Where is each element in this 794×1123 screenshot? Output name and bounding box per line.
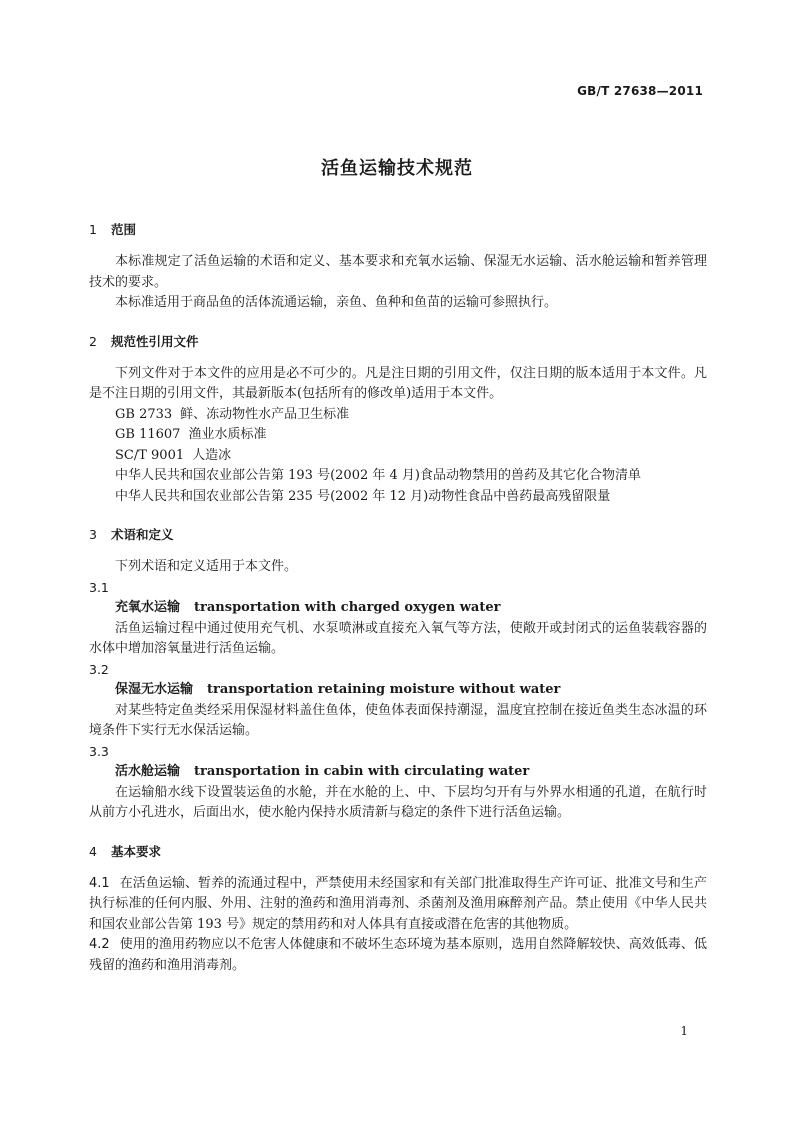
term-number: 3.2 — [89, 661, 109, 677]
clause — [89, 935, 707, 976]
section-1-heading — [89, 220, 707, 240]
section-3-heading — [89, 525, 707, 545]
term-heading — [89, 762, 707, 783]
term-name-en: transportation in cabin with circulating water — [194, 764, 530, 779]
term-definition: 活鱼运输过程中通过使用充气机、水泵喷淋或直接充入氧气等方法，使敞开或封闭式的运鱼装载容器的水体中增加溶氧量进行活鱼运输。 — [89, 620, 707, 656]
reference-name: 人造冰 — [192, 447, 232, 463]
section-title: 术语和定义 — [111, 527, 174, 542]
section-4-heading — [89, 842, 707, 862]
reference-name: 中华人民共和国农业部公告第 235 号(2002 年 12 月)动物性食品中兽药最高残留限量 — [115, 488, 611, 504]
reference-name: 中华人民共和国农业部公告第 193 号(2002 年 4 月)食品动物禁用的兽药及其它化合物清单 — [115, 468, 641, 483]
section-title: 范围 — [111, 222, 137, 237]
reference-code: SC/T 9001 — [115, 447, 185, 463]
section-number: 2 — [89, 333, 97, 349]
document-title: 活鱼运输技术规范 — [321, 158, 473, 179]
term-heading — [89, 680, 707, 701]
reference-code: GB 11607 — [115, 427, 181, 442]
reference-item — [89, 425, 707, 446]
term-heading — [89, 598, 707, 619]
standard-code: GB/T 27638—2011 — [577, 84, 703, 98]
term-name-en: transportation with charged oxygen water — [194, 600, 501, 615]
term-name-zh: 保湿无水运输 — [115, 682, 194, 697]
paragraph: 本标准规定了活鱼运输的术语和定义、基本要求和充氧水运输、保湿无水运输、活水舱运输和暂养管理技术的要求。 — [89, 254, 707, 290]
clause-number: 4.2 — [89, 937, 110, 952]
clause-text: 使用的渔用药物应以不危害人体健康和不破坏生态环境为基本原则，选用自然降解较快、高效低毒、低残留的渔药和渔用消毒剂。 — [89, 937, 707, 973]
section-title: 规范性引用文件 — [111, 333, 199, 349]
reference-code: GB 2733 — [115, 406, 173, 422]
page-number: 1 — [680, 1024, 688, 1038]
section-number: 1 — [89, 222, 97, 237]
clause — [89, 874, 707, 936]
paragraph: 下列文件对于本文件的应用是必不可少的。凡是注日期的引用文件，仅注日期的版本适用于本文件。凡是不注日期的引用文件，其最新版本(包括所有的修改单)适用于本文件。 — [89, 365, 707, 401]
term-name-zh: 充氧水运输 — [115, 600, 181, 615]
paragraph: 下列术语和定义适用于本文件。 — [115, 559, 298, 574]
term-definition: 在运输船水线下设置装运鱼的水舱，并在水舱的上、中、下层均匀开有与外界水相通的孔道，在航行时从前方小孔进水，后面出水，使水舱内保持水质清新与稳定的条件下进行活鱼运输。 — [89, 784, 707, 820]
clause-number: 4.1 — [89, 875, 110, 891]
reference-item — [89, 446, 707, 467]
term-name-zh: 活水舱运输 — [115, 764, 181, 779]
term-definition: 对某些特定鱼类经采用保湿材料盖住鱼体，使鱼体表面保持潮湿，温度宜控制在接近鱼类生态冰温的环境条件下实行无水保活运输。 — [89, 702, 707, 738]
reference-name: 鲜、冻动物性水产品卫生标准 — [180, 406, 350, 422]
term-name-en: transportation retaining moisture without water — [207, 682, 561, 697]
term-number: 3.3 — [89, 743, 109, 759]
reference-name: 渔业水质标准 — [188, 427, 267, 442]
clause-text: 在活鱼运输、暂养的流通过程中，严禁使用未经国家和有关部门批准取得生产许可证、批准文号和生产执行标准的任何内服、外用、注射的渔药和渔用消毒剂、杀菌剂及渔用麻醉剂产品。禁止使用《中华人民共和国农业部公告第 193 号》规定的禁用药和对人体具有直接或潜在危害的其他物质。 — [89, 875, 707, 932]
reference-item — [89, 405, 707, 426]
section-number: 4 — [89, 843, 97, 859]
section-title: 基本要求 — [111, 843, 162, 859]
paragraph: 本标准适用于商品鱼的活体流通运输，亲鱼、鱼种和鱼苗的运输可参照执行。 — [115, 295, 558, 310]
reference-item — [89, 487, 707, 508]
section-number: 3 — [89, 527, 97, 542]
term-number: 3.1 — [89, 579, 109, 595]
document-body — [89, 220, 707, 976]
section-2-heading — [89, 332, 707, 352]
reference-item — [89, 466, 707, 487]
